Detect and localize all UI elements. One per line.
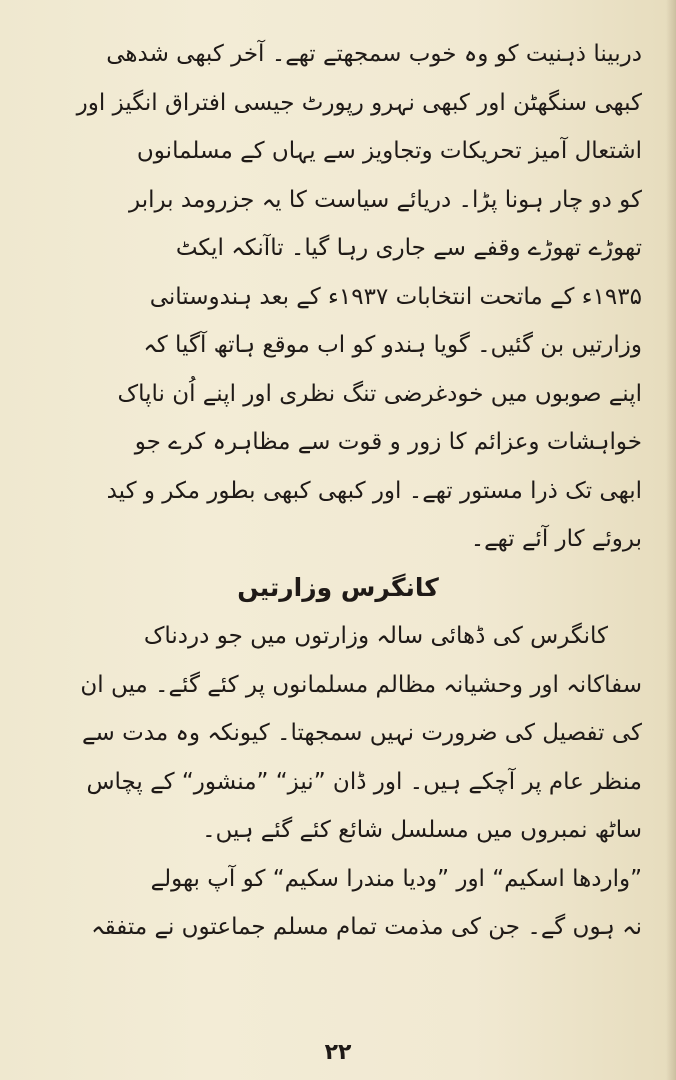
text-line: بروئے کار آئے تھے۔ — [470, 526, 642, 552]
text-line: کبھی سنگھٹن اور کبھی نہرو رپورٹ جیسی افتراق انگیز اور — [76, 89, 642, 116]
text-line: وزارتیں بن گئیں۔ گویا ہندو کو اب موقع ہاتھ آگیا کہ — [143, 332, 642, 358]
text-line: نہ ہوں گے۔ جن کی مذمت تمام مسلم جماعتوں نے متفقہ — [91, 914, 642, 940]
text-line: منظر عام پر آچکے ہیں۔ اور ڈان ”نیز“ ”منشور“ کے پچاس — [86, 768, 642, 795]
text-line: کانگرس کی ڈھائی سالہ وزارتوں میں جو دردناک — [143, 623, 608, 649]
text-line: ابھی تک ذرا مستور تھے۔ اور کبھی کبھی بطور مکر و کید — [106, 477, 642, 504]
text-line: اشتعال آمیز تحریکات وتجاویز سے یہاں کے مسلمانوں — [136, 138, 642, 164]
text-line: ۱۹۳۵ء کے ماتحت انتخابات ۱۹۳۷ء کے بعد ہندوستانی — [149, 283, 642, 310]
page-edge-shadow — [666, 0, 676, 1080]
text-line: کی تفصیل کی ضرورت نہیں سمجھتا۔ کیونکہ وہ مدت سے — [82, 720, 642, 746]
text-line: ”واردھا اسکیم“ اور ”ودیا مندرا سکیم“ کو آپ بھولے — [150, 865, 642, 892]
section-heading: کانگرس وزارتیں — [237, 572, 439, 602]
body-text — [34, 30, 642, 952]
text-line: سفاکانہ اور وحشیانہ مظالم مسلمانوں پر کئے گئے۔ میں ان — [80, 671, 642, 698]
text-line: اپنے صوبوں میں خودغرضی تنگ نظری اور اپنے اُن ناپاک — [117, 380, 642, 407]
text-line: ساٹھ نمبروں میں مسلسل شائع کئے گئے ہیں۔ — [202, 817, 642, 843]
page-number: ۲۲ — [324, 1040, 352, 1065]
text-line: دربینا ذہنیت کو وہ خوب سمجھتے تھے۔ آخر کبھی شدھی — [106, 41, 642, 67]
text-line: خواہشات وعزائم کا زور و قوت سے مظاہرہ کرے جو — [134, 429, 642, 455]
text-line: کو دو چار ہونا پڑا۔ دریائے سیاست کا یہ جزرومد برابر — [129, 186, 642, 213]
text-line: تھوڑے تھوڑے وقفے سے جاری رہا گیا۔ تاآنکہ ایکٹ — [175, 235, 642, 261]
